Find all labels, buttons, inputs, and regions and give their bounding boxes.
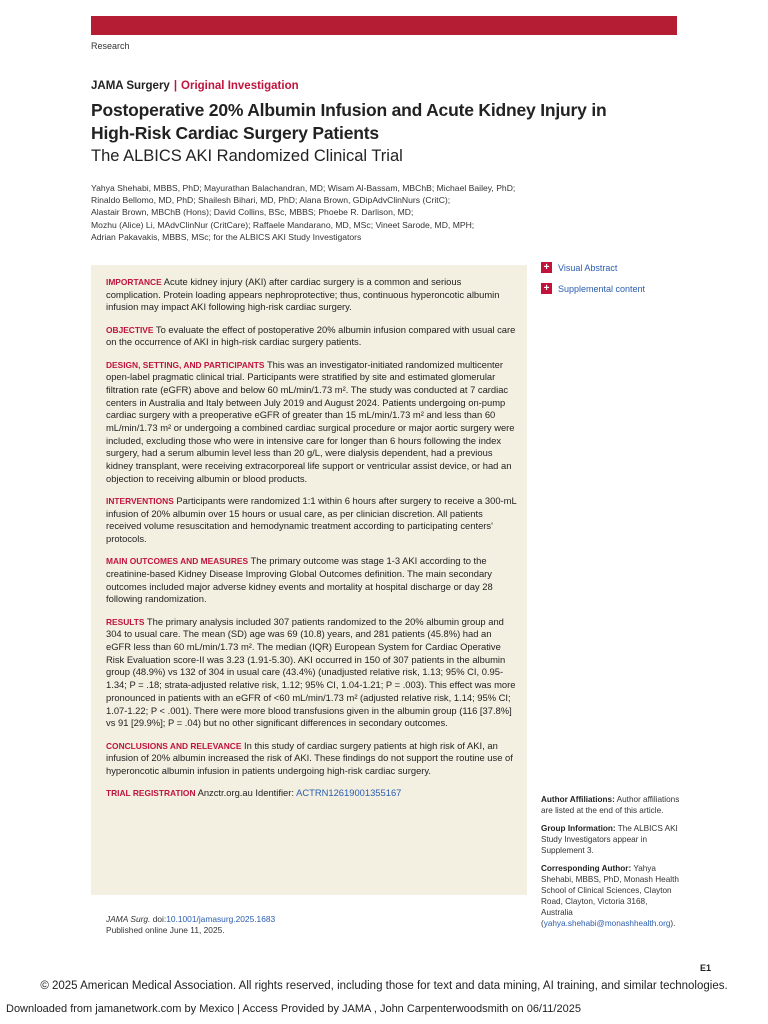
objective-heading: OBJECTIVE [106,324,154,335]
author-list [91,182,531,243]
corresponding-label: Corresponding Author: [541,864,632,873]
interventions-heading: INTERVENTIONS [106,496,174,507]
page-number: E1 [700,963,712,973]
section-label: Research [91,41,130,51]
download-notice: Downloaded from jamanetwork.com by Mexico | Access Provided by JAMA , John Carpenterwoodsmith on 06/11/2025 [6,1003,581,1015]
published-date: Published online June 11, 2025. [106,925,225,935]
abstract-registration [106,787,518,800]
doi-prefix: doi: [152,914,167,924]
importance-heading: IMPORTANCE [106,277,162,287]
visual-abstract-link[interactable] [541,262,617,273]
journal-separator: | [173,80,178,92]
outcomes-heading: MAIN OUTCOMES AND MEASURES [106,556,249,567]
outcomes-text: The primary outcome was stage 1-3 AKI according to the creatinine-based Kidney Disease Improving Global Outcomes definition. The main secondary outcomes included major adverse kidney events and mortality at hospital discharge or day 28 following randomization. [106,555,493,605]
plus-icon: + [541,262,552,273]
journal-abbreviation: JAMA Surg. [106,914,151,924]
registration-text: Anzctr.org.au Identifier: [197,787,294,799]
abstract-importance [106,276,518,314]
importance-text: Acute kidney injury (AKI) after cardiac surgery is a common and serious complication. Protein loading appears nephroprotective; thus, continuous hyperoncotic albumin infusion may impact AKI following high-risk cardiac surgery. [106,276,500,313]
abstract-design [106,359,518,486]
group-label: Group Information: [541,824,616,833]
corresponding-close: ). [670,919,676,928]
supplemental-content-label: Supplemental content [558,283,646,294]
results-heading: RESULTS [106,616,145,627]
doi-link[interactable]: 10.1001/jamasurg.2025.1683 [166,914,276,924]
visual-abstract-label: Visual Abstract [558,262,618,273]
corresponding-text: Yahya Shehabi, MBBS, PhD, Monash Health School of Clinical Sciences, Clayton Road, Clayton, Victoria 3168, Australia ( [541,864,679,928]
results-text: The primary analysis included 307 patients randomized to the 20% albumin group and 304 to usual care. The mean (SD) age was 69 (10.8) years, and 281 patients (45.8%) had an eGFR less than 60 mL/min/1.73 m². The median (IQR) European System for Cardiac Operative Risk Evaluation score-II was 3.23 (1.91-5.30). AKI occurred in 150 of 307 patients in the albumin group (48.9%) vs 132 of 304 in usual care (43.4%) (unadjusted relative risk, 1.13; 95% CI, 0.95-1.34; P = .18; strata-adjusted relative risk, 1.12; 95% CI, 1.04-1.21; P = .003). This effect was more pronounced in patients with an eGFR of <60 mL/min/1.73 m² (adjusted relative risk, 1.14; 95% CI; 1.07-1.22; P < .001). There were more blood transfusions given in the albumin group (116 [37.8%] vs 91 [29.9%]; P = .04) but no other significant differences in secondary outcomes. [106,615,516,729]
author-line: Adrian Pakavakis, MBBS, MSc; for the ALBICS AKI Study Investigators [91,231,362,242]
author-line: Rinaldo Bellomo, MD, PhD; Shailesh Bihari, MD, PhD; Alana Brown, GDipAdvClinNurs (CritC); [91,195,451,206]
abstract-outcomes [106,555,518,606]
article-type: Original Investigation [181,80,299,92]
abstract-conclusions [106,740,518,778]
journal-name: JAMA Surgery [91,80,170,92]
copyright-notice: © 2025 American Medical Association. All rights reserved, including those for text and data mining, AI training, and similar technologies. [40,980,728,992]
trial-registration-link[interactable]: ACTRN12619001355167 [296,787,402,799]
abstract-objective [106,324,518,349]
affiliations-label: Author Affiliations: [541,795,615,804]
corresponding-author [541,863,681,929]
author-line: Yahya Shehabi, MBBS, PhD; Mayurathan Balachandran, MD; Wisam Al-Bassam, MBChB; Michael Bailey, PhD; [91,183,516,193]
abstract-interventions [106,495,518,546]
author-affiliations [541,794,681,816]
journal-header-bar [91,16,677,35]
corresponding-email-link[interactable]: yahya.shehabi@monashhealth.org [543,919,671,928]
interventions-text: Participants were randomized 1:1 within 6 hours after surgery to receive a 300-mL infusion of 20% albumin over 15 hours or usual care, as per clinician discretion. All patients received volume resuscitation and hemodynamic treatment according to participating centers' protocols. [106,495,517,545]
article-info-sidebar [541,794,681,936]
conclusions-heading: CONCLUSIONS AND RELEVANCE [106,740,242,751]
affiliations-text: Author affiliations are listed at the end of this article. [541,795,680,815]
article-subtitle: The ALBICS AKI Randomized Clinical Trial [91,147,403,165]
author-line: Alastair Brown, MBChB (Hons); David Collins, BSc, MBBS; Phoebe R. Darlison, MD; [91,207,414,218]
supplemental-content-link[interactable] [541,283,645,294]
journal-line [91,80,299,92]
abstract-results [106,616,518,730]
abstract-box [91,265,527,895]
registration-heading: TRIAL REGISTRATION [106,788,196,799]
design-text: This was an investigator-initiated randomized multicenter open-label pragmatic clinical trial. Participants were stratified by site and estimated glomerular filtration rate (eGFR) above and below 60 mL/min/1.73 m². The study was conducted at 7 cardiac centers in Australia and Italy between July 2019 and August 2024. Patients undergoing on-pump cardiac surgery with a preoperative eGFR of greater than 15 mL/min/1.73 m² and less than 60 mL/min/1.73 m² or undergoing a combined cardiac surgical procedure or major aortic surgery were included, excluding those who were in intensive care for longer than 6 hours following the index surgery, had a serum albumin level less than 20 g/L, were dialysis dependent, had a previous kidney transplant, were receiving extracorporeal life support or ventricular assist device, or had an objection to receiving albumin or blood products. [106,358,515,484]
author-line: Mozhu (Alice) Li, MAdvClinNur (CritCare); Raffaele Mandarano, MD, MSc; Vineet Sarode, MD, MPH; [91,219,475,230]
conclusions-text: In this study of cardiac surgery patients at high risk of AKI, an infusion of 20% albumin increased the risk of AKI. These findings do not support the routine use of hyperoncotic albumin infusion in patients undergoing high-risk cardiac surgery. [106,739,513,776]
article-title: Postoperative 20% Albumin Infusion and Acute Kidney Injury in High-Risk Cardiac Surgery Patients [91,100,607,143]
objective-text: To evaluate the effect of postoperative 20% albumin infusion compared with usual care on the occurrence of AKI in high-risk cardiac surgery patients. [106,323,516,348]
group-information [541,823,681,856]
citation [106,914,275,936]
plus-icon: + [541,283,552,294]
group-text: The ALBICS AKI Study Investigators appear in Supplement 3. [541,824,678,855]
design-heading: DESIGN, SETTING, AND PARTICIPANTS [106,359,265,370]
